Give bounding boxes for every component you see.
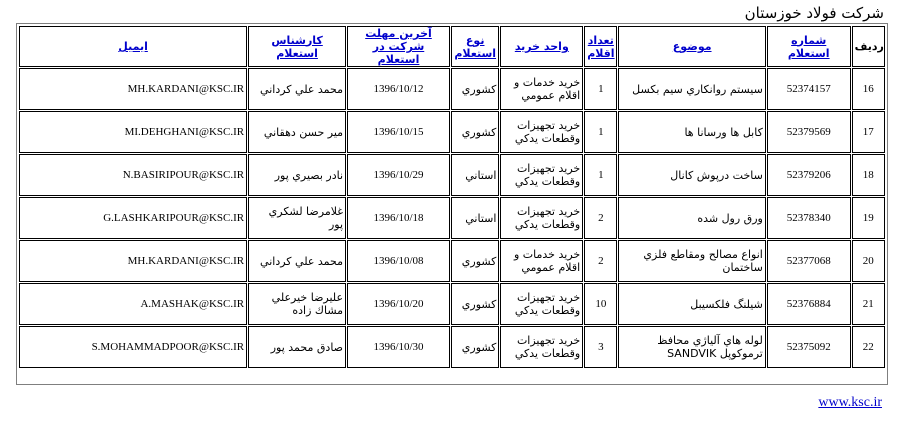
subject-cell: شيلنگ فلكسيبل	[618, 283, 765, 325]
number-cell: 52375092	[767, 326, 851, 368]
deadline-cell: 1396/10/20	[347, 283, 450, 325]
table-row	[19, 240, 885, 282]
unit-cell: خريد خدمات و اقلام عمومي	[500, 68, 583, 110]
table-row	[19, 68, 885, 110]
header-deadline[interactable]: آخرین مهلت شرکت در استعلام	[347, 26, 450, 67]
unit-cell: خريد خدمات و اقلام عمومي	[500, 240, 583, 282]
deadline-cell: 1396/10/08	[347, 240, 450, 282]
expert-cell: صادق محمد پور	[248, 326, 346, 368]
type-cell: كشوري	[451, 283, 499, 325]
website-link[interactable]: www.ksc.ir	[818, 395, 882, 410]
deadline-cell: 1396/10/29	[347, 154, 450, 196]
header-qty[interactable]: تعداد اقلام	[584, 26, 617, 67]
unit-cell: خريد تجهيزات وقطعات يدكي	[500, 326, 583, 368]
table-row	[19, 111, 885, 153]
row-number-cell: 20	[852, 240, 885, 282]
row-number-cell: 17	[852, 111, 885, 153]
header-expert[interactable]: کارشناس استعلام	[248, 26, 346, 67]
deadline-cell: 1396/10/15	[347, 111, 450, 153]
qty-cell: 2	[584, 197, 617, 239]
number-cell: 52374157	[767, 68, 851, 110]
page-title: شرکت فولاد خوزستان	[744, 4, 884, 22]
qty-cell: 10	[584, 283, 617, 325]
subject-cell: كابل ها ورسانا ها	[618, 111, 765, 153]
header-number[interactable]: شماره استعلام	[767, 26, 851, 67]
table-row	[19, 197, 885, 239]
expert-cell: مير حسن دهقاني	[248, 111, 346, 153]
type-cell: استاني	[451, 197, 499, 239]
number-cell: 52378340	[767, 197, 851, 239]
table-row	[19, 154, 885, 196]
number-cell: 52376884	[767, 283, 851, 325]
type-cell: كشوري	[451, 111, 499, 153]
table-row	[19, 326, 885, 368]
header-subject[interactable]: موضوع	[618, 26, 765, 67]
email-cell: G.LASHKARIPOUR@KSC.IR	[19, 197, 247, 239]
deadline-cell: 1396/10/18	[347, 197, 450, 239]
row-number-cell: 19	[852, 197, 885, 239]
row-number-cell: 16	[852, 68, 885, 110]
qty-cell: 1	[584, 68, 617, 110]
email-cell: MI.DEHGHANI@KSC.IR	[19, 111, 247, 153]
unit-cell: خريد تجهيزات وقطعات يدكي	[500, 111, 583, 153]
header-unit[interactable]: واحد خرید	[500, 26, 583, 67]
deadline-cell: 1396/10/30	[347, 326, 450, 368]
type-cell: استاني	[451, 154, 499, 196]
expert-cell: محمد علي كرداني	[248, 68, 346, 110]
type-cell: كشوري	[451, 240, 499, 282]
header-email[interactable]: ایمیل	[19, 26, 247, 67]
header-row: ردیف	[852, 26, 885, 67]
number-cell: 52379569	[767, 111, 851, 153]
qty-cell: 1	[584, 154, 617, 196]
subject-cell: سيستم روانكاري سيم بكسل	[618, 68, 765, 110]
email-cell: S.MOHAMMADPOOR@KSC.IR	[19, 326, 247, 368]
row-number-cell: 18	[852, 154, 885, 196]
subject-cell: انواع مصالح ومقاطع فلزي ساختمان	[618, 240, 765, 282]
email-cell: N.BASIRIPOUR@KSC.IR	[19, 154, 247, 196]
subject-cell: لوله هاي آلياژي محافظ ترموكوپل SANDVIK	[618, 326, 765, 368]
unit-cell: خريد تجهيزات وقطعات يدكي	[500, 283, 583, 325]
row-number-cell: 21	[852, 283, 885, 325]
expert-cell: غلامرضا لشكري پور	[248, 197, 346, 239]
email-cell: MH.KARDANI@KSC.IR	[19, 240, 247, 282]
tenders-table	[18, 25, 886, 369]
number-cell: 52379206	[767, 154, 851, 196]
email-cell: MH.KARDANI@KSC.IR	[19, 68, 247, 110]
expert-cell: عليرضا خيرعلي مشاك زاده	[248, 283, 346, 325]
qty-cell: 1	[584, 111, 617, 153]
unit-cell: خريد تجهيزات وقطعات يدكي	[500, 154, 583, 196]
expert-cell: محمد علي كرداني	[248, 240, 346, 282]
header-type[interactable]: نوع استعلام	[451, 26, 499, 67]
table-row	[19, 283, 885, 325]
email-cell: A.MASHAK@KSC.IR	[19, 283, 247, 325]
type-cell: كشوري	[451, 68, 499, 110]
qty-cell: 2	[584, 240, 617, 282]
row-number-cell: 22	[852, 326, 885, 368]
subject-cell: ورق رول شده	[618, 197, 765, 239]
qty-cell: 3	[584, 326, 617, 368]
subject-cell: ساخت درپوش كانال	[618, 154, 765, 196]
type-cell: كشوري	[451, 326, 499, 368]
unit-cell: خريد تجهيزات وقطعات يدكي	[500, 197, 583, 239]
deadline-cell: 1396/10/12	[347, 68, 450, 110]
header-row	[19, 26, 885, 67]
number-cell: 52377068	[767, 240, 851, 282]
expert-cell: نادر بصيري پور	[248, 154, 346, 196]
